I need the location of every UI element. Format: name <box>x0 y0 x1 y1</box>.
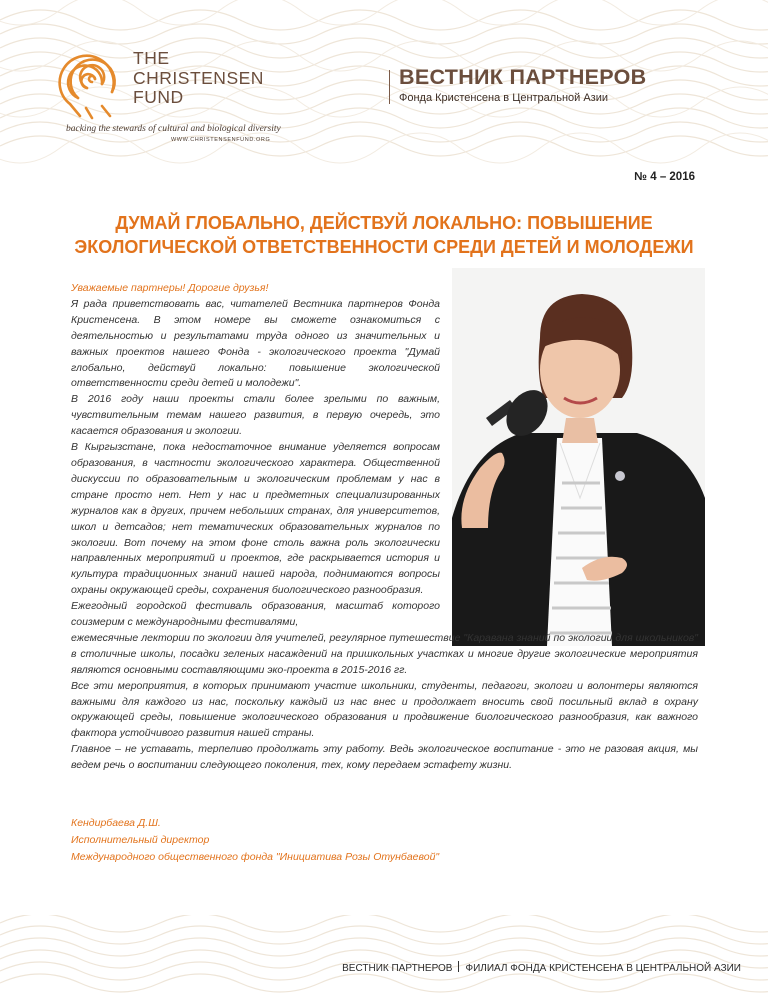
signature-name: Кендирбаева Д.Ш. <box>71 817 161 829</box>
footer-branch-name: ФИЛИАЛ ФОНДА КРИСТЕНСЕНА В ЦЕНТРАЛЬНОЙ АЗИИ <box>465 963 741 974</box>
brand-name <box>133 49 264 108</box>
article-headline <box>40 211 728 259</box>
footer-wave-pattern <box>0 915 768 994</box>
letter-greeting: Уважаемые партнеры! Дорогие друзья! <box>71 282 269 294</box>
footer-newsletter-name: ВЕСТНИК ПАРТНЕРОВ <box>342 963 453 974</box>
header-divider <box>389 70 390 104</box>
letter-paragraph-4-end: ежемесячные лектории по экологии для учителей, регулярное путешествие "Каравана знаний по экологии для школьников" в столичные школы, посадки зеленых насаждений на пришкольных участках и многие другие экологические мероприятия являются основными составляющими эко-проекта в 2015-2016 гг. <box>71 631 698 676</box>
brand-line-3: FUND <box>133 87 184 107</box>
letter-paragraph-6: Главное – не уставать, терпеливо продолжать эту работу. Ведь экологическое воспитание - это не разовая акция, мы ведем речь о воспитании следующего поколения, тех, кому передаем эстафету жизни. <box>71 743 698 772</box>
brand-line-1: THE <box>133 48 170 68</box>
newsletter-subtitle: Фонда Кристенсена в Центральной Азии <box>399 92 609 104</box>
brand-website: WWW.CHRISTENSENFUND.ORG <box>171 137 271 143</box>
footer-divider <box>458 961 459 972</box>
signature-position: Исполнительный директор <box>71 834 210 846</box>
headline-line-1: ДУМАЙ ГЛОБАЛЬНО, ДЕЙСТВУЙ ЛОКАЛЬНО: ПОВЫШЕНИЕ <box>115 213 653 233</box>
signature-block <box>71 815 439 866</box>
signature-organization: Международного общественного фонда "Инициатива Розы Отунбаевой" <box>71 851 440 863</box>
letter-paragraph-1: Я рада приветствовать вас, читателей Вестника партнеров Фонда Кристенсена. В этом номере вы сможете ознакомиться с деятельностью и результатами труда одного из значительных и важных проектов нашего Фонда - экологического проекта "Думай глобально, действуй локально: повышение экологической ответственности среди детей и молодежи". <box>71 297 440 390</box>
newsletter-title: ВЕСТНИК ПАРТНЕРОВ <box>399 65 647 89</box>
issue-number: № 4 – 2016 <box>634 171 695 183</box>
brand-line-2: CHRISTENSEN <box>133 67 264 88</box>
page-footer <box>342 961 741 974</box>
letter-paragraph-5: Все эти мероприятия, в которых принимают участие школьники, студенты, педагоги, экологи и волонтеры являются важными для каждого из нас, поскольку каждый из нас внес и продолжает вносить свой посильный вклад в охрану окружающей среды, повышение экологического образования и продвижение биологического разнообразия, как важного фактора устойчивого развития нашей страны. <box>71 679 698 740</box>
letter-paragraph-2: В 2016 году наши проекты стали более зрелыми по важным, чувствительным темам нашего развития, в первую очередь, это касается образования и экологии. <box>71 393 440 438</box>
brand-tagline: backing the stewards of cultural and biological diversity <box>66 124 281 134</box>
editor-letter <box>71 281 698 774</box>
letter-paragraph-4-start: Ежегодный городской фестиваль образования, масштаб которого соизмерим с международными фестивалями, <box>71 600 440 629</box>
letter-paragraph-3: В Кыргызстане, пока недостаточное внимание уделяется вопросам образования, в частности экологического характера. Общественной дискуссии по образовательным и экологическим проблемам у нас в стране просто нет. Нет у нас и предметных специализированных журналов как в других, причем небольших странах, для университетов, школ и детсадов; нет тематических образовательных журналов по экологии. Вот почему на этом фоне столь важна роль экологически направленных мероприятий и проектов, где раскрывается история и культура традиционных знаний нашей народа, поднимаются вопросы охраны окружающей среды, сохранения биологического разнообразия. <box>71 441 440 597</box>
christensen-fund-logo <box>58 42 126 125</box>
headline-line-2: ЭКОЛОГИЧЕСКОЙ ОТВЕТСТВЕННОСТИ СРЕДИ ДЕТЕЙ И МОЛОДЕЖИ <box>74 237 694 257</box>
